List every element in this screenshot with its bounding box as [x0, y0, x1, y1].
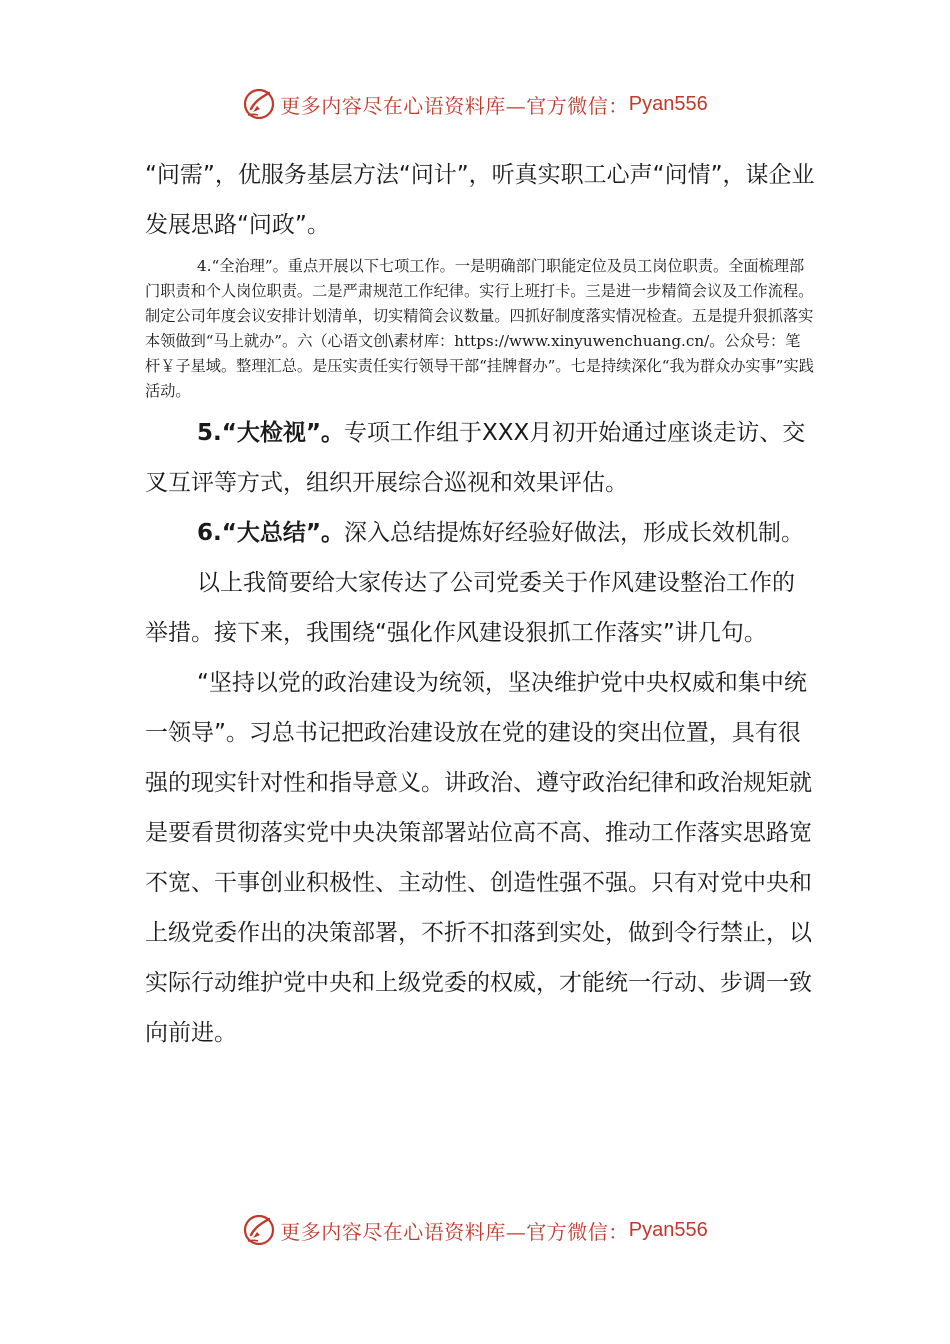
paragraph-4: [145, 508, 815, 558]
paragraph-1: “问需”，优服务基层方法“问计”，听真实职工心声“问情”，谋企业发展思路“问政”。: [145, 162, 815, 238]
paragraph-6: “坚持以党的政治建设为统领，坚决维护党中央权威和集中统一领导”。习总书记把政治建设放在党的建设的突出位置，具有很强的现实针对性和指导意义。讲政治、遵守政治纪律和政治规矩就是要看贯彻落实党中央决策部署站位高不高、推动工作落实思路宽不宽、干事创业积极性、主动性、创造性强不强。只有对党中央和上级党委作出的决策部署，不折不扣落到实处，做到令行禁止，以实际行动维护党中央和上级党委的权威，才能统一行动、步调一致向前进。: [145, 670, 812, 1046]
header-banner: [0, 82, 950, 126]
paragraph-4-heading: 6.“大总结”。: [197, 520, 344, 546]
pen-logo-icon: [242, 87, 276, 121]
paragraph-5: 以上我简要给大家传达了公司党委关于作风建设整治工作的举措。接下来，我围绕“强化作风建设狠抓工作落实”讲几句。: [145, 570, 795, 646]
paragraph-3-heading: 5.“大检视”。: [197, 420, 344, 446]
paragraph-3-text: 专项工作组于XXX月初开始通过座谈走访、交叉互评等方式，组织开展综合巡视和效果评估。: [145, 420, 806, 496]
document-body: [145, 150, 815, 1058]
paragraph-3: [145, 408, 815, 508]
footer-banner: [0, 1208, 950, 1252]
pen-logo-icon: [242, 1213, 276, 1247]
paragraph-2: 4.“全治理”。重点开展以下七项工作。一是明确部门职能定位及员工岗位职责。全面梳理部门职责和个人岗位职责。二是严肃规范工作纪律。实行上班打卡。三是进一步精简会议及工作流程。制定公司年度会议安排计划清单，切实精简会议数量。四抓好制度落实情况检查。五是提升狠抓落实本领做到“马上就办”。六（心语文创\素材库：https://www.xinyuwenchuang.cn/。公众号：笔杆￥子星域。整理汇总。是压实责任实行领导干部“挂牌督办”。七是持续深化“我为群众办实事”实践活动。: [145, 257, 814, 400]
wechat-id: Pyan556: [628, 1218, 708, 1241]
paragraph-4-text: 深入总结提炼好经验好做法，形成长效机制。: [343, 520, 804, 546]
wechat-id: Pyan556: [628, 92, 708, 115]
banner-text: 更多内容尽在心语资料库—官方微信：: [280, 1219, 629, 1244]
banner-text: 更多内容尽在心语资料库—官方微信：: [280, 93, 629, 118]
